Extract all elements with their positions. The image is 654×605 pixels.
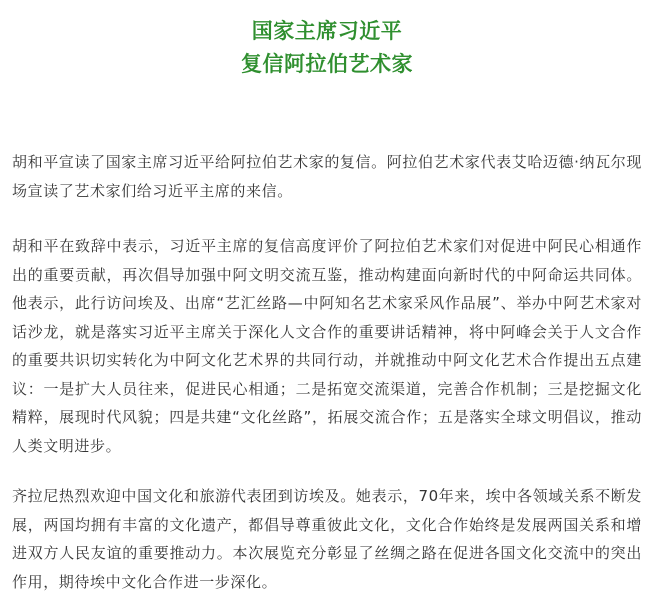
article-paragraph-1: 胡和平宣读了国家主席习近平给阿拉伯艺术家的复信。阿拉伯艺术家代表艾哈迈德·纳瓦尔现场宣读了艺术家们给习近平主席的来信。: [12, 153, 642, 200]
article-title-line-2: 复信阿拉伯艺术家: [241, 52, 413, 76]
article-paragraph-2: 胡和平在致辞中表示，习近平主席的复信高度评价了阿拉伯艺术家们对促进中阿民心相通作出的重要贡献，再次倡导加强中阿文明交流互鉴，推动构建面向新时代的中阿命运共同体。他表示，此行访问埃及、出席“艺汇丝路—中阿知名艺术家采风作品展”、举办中阿艺术家对话沙龙，就是落实习近平主席关于深化人文合作的重要讲话精神，将中阿峰会关于人文合作的重要共识切实转化为中阿文化艺术界的共同行动，并就推动中阿文化艺术合作提出五点建议：一是扩大人员往来，促进民心相通；二是拓宽交流渠道，完善合作机制；三是挖掘文化精粹，展现时代风貌；四是共建“文化丝路”，拓展交流合作；五是落实全球文明倡议，推动人类文明进步。: [12, 237, 642, 455]
article-paragraph-3: 齐拉尼热烈欢迎中国文化和旅游代表团到访埃及。她表示，70年来，埃中各领域关系不断发展，两国均拥有丰富的文化遗产，都倡导尊重彼此文化，文化合作始终是发展两国关系和增进双方人民友谊的重要推动力。本次展览充分彰显了丝绸之路在促进各国文化交流中的突出作用，期待埃中文化合作进一步深化。: [12, 487, 642, 591]
article-title-line-1: 国家主席习近平: [251, 19, 403, 43]
